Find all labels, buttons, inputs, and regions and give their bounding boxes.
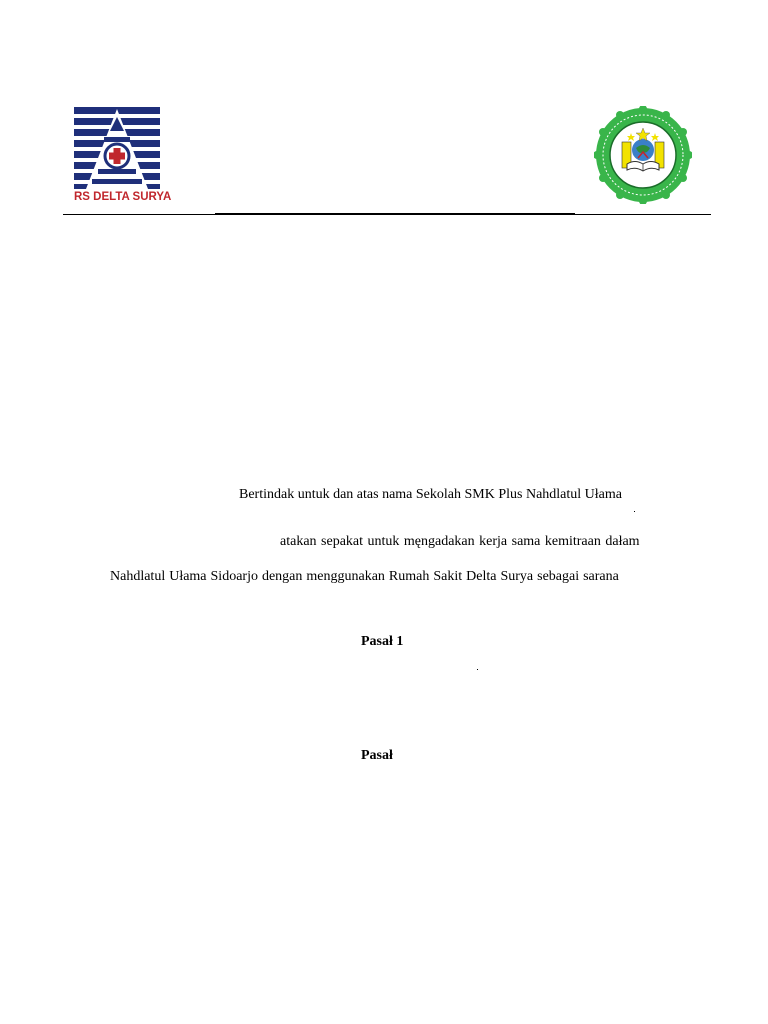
text-line-acting-on-behalf: Bertindak untuk dan atas nama Sekolah SMK Plus Nahdlatul Ułama: [239, 487, 622, 502]
smk-nu-emblem-icon: [594, 106, 692, 204]
rs-delta-surya-logo: [74, 107, 172, 203]
text-line-partnership-scope: Nahdlatul Ułama Sidoarjo dengan menggunakan Rumah Sakit Delta Surya sebagai sarana: [110, 569, 619, 584]
stray-mark: [477, 669, 478, 670]
rs-delta-surya-name: RS DELTA SURYA: [74, 191, 172, 203]
article-2-heading: Pasał: [361, 748, 393, 763]
article-1-heading: Pasał 1: [361, 634, 404, 649]
header-divider-thick: [215, 213, 575, 215]
smk-nu-emblem: [594, 106, 692, 204]
stray-mark: [634, 511, 635, 512]
text-line-agreement: atakan sepakat untuk męngadakan kerja sama kemitraan dałam: [280, 534, 640, 549]
rs-delta-surya-logo-icon: [74, 107, 160, 189]
